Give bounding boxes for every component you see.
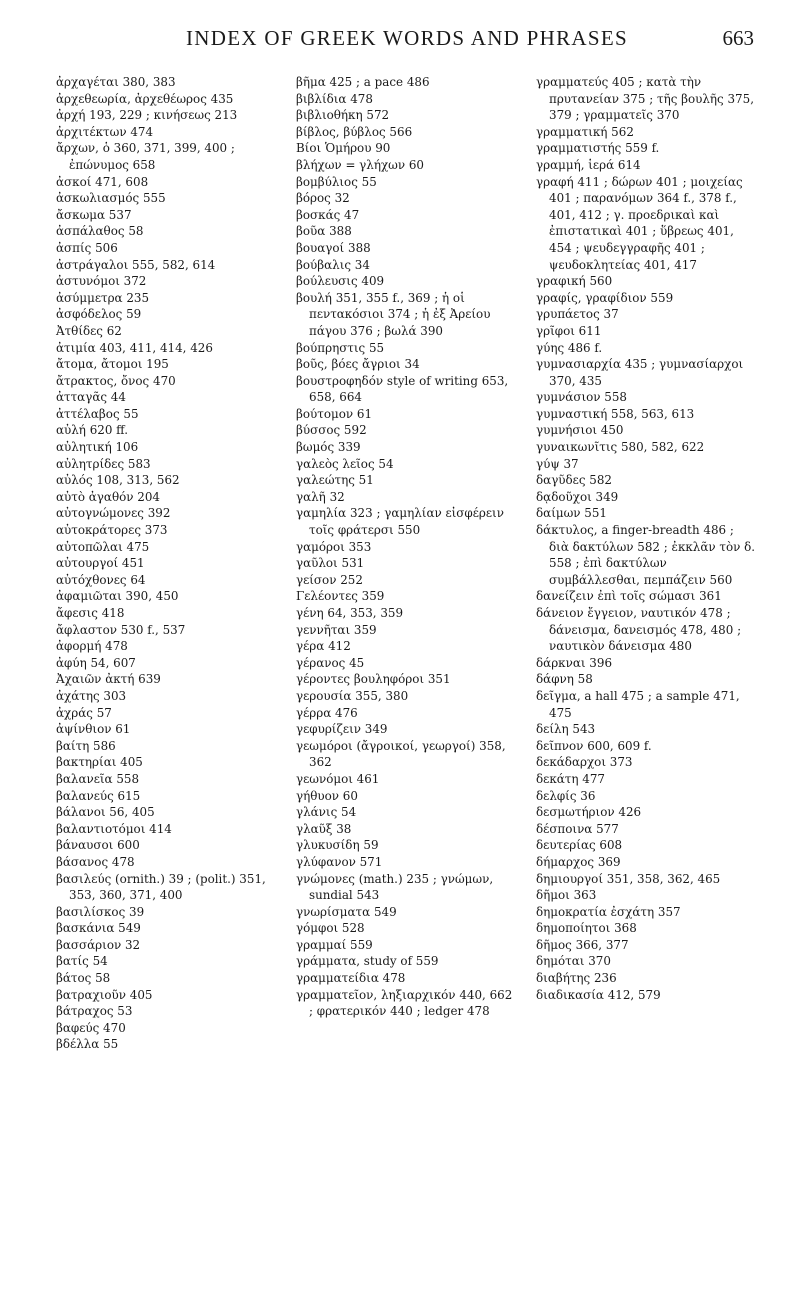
index-entry: ἀφαμιῶται 390, 450 (56, 589, 179, 604)
index-entry: ἀσπάλαθος 58 (56, 224, 144, 239)
index-entry: δανείζειν ἐπὶ τοῖς σώμασι 361 (536, 589, 722, 604)
page-header (60, 26, 754, 56)
index-entry: γραμμαί 559 (296, 937, 373, 952)
index-entry: διαδικασία 412, 579 (536, 987, 661, 1002)
index-entry: αὐτοκράτορες 373 (56, 523, 168, 538)
index-entry: βδέλλα 55 (56, 1037, 119, 1052)
index-entry: βούπρηστις 55 (296, 340, 385, 355)
index-entry: βαλαντιοτόμοι 414 (56, 821, 172, 836)
index-entry: ἄρχων, ὁ 360, 371, 399, 400 ; ἐπώνυμος 658 (56, 141, 235, 172)
index-entry: βόρος 32 (296, 191, 350, 206)
index-column-left (56, 74, 276, 1053)
index-entry: δάρκναι 396 (536, 655, 613, 670)
index-entry: γραμματεῖον, ληξιαρχικόν 440, 662 ; φρατερικόν 440 ; ledger 478 (296, 987, 513, 1019)
index-entry: ἀττέλαβος 55 (56, 406, 139, 421)
index-entry: βιβλιοθήκη 572 (296, 108, 390, 123)
index-entry: Ἀχαιῶν ἀκτή 639 (56, 672, 161, 687)
index-entry: βάτος 58 (56, 971, 111, 986)
index-entry: γένη 64, 353, 359 (296, 606, 404, 620)
index-entry: γλυκυσίδη 59 (296, 838, 379, 853)
index-entry: γνώμονες (math.) 235 ; γνώμων, sundial 543 (296, 871, 494, 903)
index-entry: γήθυον 60 (296, 788, 358, 803)
index-entry: ἄτομα, ἄτομοι 195 (56, 357, 169, 372)
index-entry: γνωρίσματα 549 (296, 904, 397, 919)
index-column-right (536, 74, 756, 1053)
index-entry: γραμματεύς 405 ; κατὰ τὴν πρυτανείαν 375 ; τῆς βουλῆς 375, 379 ; γραμματεῖς 370 (536, 75, 754, 123)
index-entry: ἄσκωμα 537 (56, 207, 132, 222)
index-entry: δάκτυλος, a finger-breadth 486 ; διὰ δακτύλων 582 ; ἐκκλᾶν τὸν δ. 558 ; ἐπὶ δακτύλων συμβάλλεσθαι, πεμπάζειν 560 (536, 523, 756, 587)
index-entry: ἀστυνόμοι 372 (56, 274, 147, 289)
index-entry: ἀσφόδελος 59 (56, 307, 142, 322)
index-entry: δαίμων 551 (536, 506, 607, 521)
index-entry: γραφική 560 (536, 274, 613, 289)
index-entry: δεκάδαρχοι 373 (536, 755, 633, 770)
index-entry: γύψ 37 (536, 456, 579, 471)
index-entry: βουστροφηδόν style of writing 653, 658, 664 (296, 373, 509, 405)
index-entry: βοῦα 388 (296, 224, 352, 239)
index-entry: βασκάνια 549 (56, 921, 141, 936)
index-entry: γαμηλία 323 ; γαμηλίαν εἰσφέρειν τοῖς φράτερσι 550 (296, 506, 504, 538)
index-entry: γόμφοι 528 (296, 921, 365, 936)
index-entry: δευτερίας 608 (536, 838, 623, 853)
index-entry: γύης 486 f. (536, 340, 603, 355)
index-entry: βαλανεῖα 558 (56, 771, 140, 786)
index-entry: αὐτουργοί 451 (56, 556, 145, 571)
index-entry: γυναικωνῖτις 580, 582, 622 (536, 440, 705, 455)
index-entry: γαλῆ 32 (296, 489, 345, 504)
index-entry: βάσανος 478 (56, 854, 135, 869)
index-entry: βακτηρίαι 405 (56, 755, 143, 770)
index-entry: βλήχων = γλήχων 60 (296, 157, 424, 172)
index-entry: δῆμος 366, 377 (536, 937, 629, 952)
index-entry: ἀρχεθεωρία, ἀρχεθέωρος 435 (56, 91, 234, 106)
index-entry: βουλή 351, 355 f., 369 ; ἡ οἱ πεντακόσιοι 374 ; ἡ ἐξ Ἀρείου πάγου 376 ; βωλά 390 (296, 290, 491, 338)
index-entry: γλύφανον 571 (296, 854, 383, 869)
index-entry: αὐτογνώμονες 392 (56, 506, 171, 521)
index-entry: γραμμή, ἱερά 614 (536, 157, 641, 172)
index-entry: δάνειον ἔγγειον, ναυτικόν 478 ; δάνεισμα, δανεισμός 478, 480 ; ναυτικὸν δάνεισμα 480 (536, 606, 742, 654)
index-entry: ἄτρακτος, ὄνος 470 (56, 373, 176, 388)
index-entry: γεννῆται 359 (296, 622, 377, 637)
index-entry: ἀρχιτέκτων 474 (56, 124, 154, 139)
index-entry: βασσάριον 32 (56, 937, 141, 952)
index-entry: βύσσος 592 (296, 423, 367, 438)
index-entry: γραμματείδια 478 (296, 971, 406, 986)
index-entry: ἀχράς 57 (56, 705, 112, 720)
index-entry: αὐλή 620 ff. (56, 423, 128, 438)
index-entry: γερουσία 355, 380 (296, 688, 409, 703)
index-entry: ἄφλαστον 530 f., 537 (56, 622, 186, 637)
index-entry: δεκάτη 477 (536, 771, 605, 786)
index-entry: γρῖφοι 611 (536, 323, 602, 338)
index-entry: βοῦς, βόες ἄγριοι 34 (296, 357, 420, 372)
index-entry: βίβλος, βύβλος 566 (296, 124, 413, 139)
index-entry: βούβαλις 34 (296, 257, 370, 272)
index-entry: βασιλεύς (ornith.) 39 ; (polit.) 351, 353, 360, 371, 400 (56, 871, 266, 903)
index-entry: γλάνις 54 (296, 805, 357, 820)
index-entry: αὐτοπῶλαι 475 (56, 539, 150, 554)
index-entry: γαλεὸς λεῖος 54 (296, 456, 394, 471)
index-entry: αὐτὸ ἀγαθόν 204 (56, 489, 160, 504)
index-entry: βῆμα 425 ; a pace 486 (296, 75, 430, 89)
index-entry: ἀψίνθιον 61 (56, 722, 131, 737)
index-entry: γέρα 412 (296, 639, 351, 654)
index-entry: δήμαρχος 369 (536, 854, 621, 869)
index-entry: βομβύλιος 55 (296, 174, 377, 189)
index-entry: διαβήτης 236 (536, 971, 617, 986)
index-entry: Γελέοντες 359 (296, 589, 385, 604)
index-entry: γαῦλοι 531 (296, 556, 365, 571)
running-title: INDEX OF GREEK WORDS AND PHRASES (185, 26, 628, 50)
index-entry: γλαῦξ 38 (296, 821, 352, 836)
index-entry: αὐλητρίδες 583 (56, 456, 151, 471)
index-entry: Ἀτθίδες 62 (56, 323, 122, 338)
index-entry: βουαγοί 388 (296, 240, 371, 255)
index-entry: δημοκρατία ἐσχάτη 357 (536, 904, 681, 919)
index-entry: δεσμωτήριον 426 (536, 805, 642, 820)
index-entry: αὐτόχθονες 64 (56, 572, 146, 587)
index-entry: βοσκάς 47 (296, 207, 360, 222)
index-entry: δημόται 370 (536, 954, 611, 969)
index-entry: γυμναστική 558, 563, 613 (536, 406, 695, 421)
index-entry: ἀσπίς 506 (56, 240, 118, 255)
index-entry: δεῖγμα, a hall 475 ; a sample 471, 475 (536, 688, 740, 720)
index-entry: δείλη 543 (536, 722, 596, 737)
index-entry: δαγῦδες 582 (536, 473, 612, 488)
index-entry: ἀρχή 193, 229 ; κινήσεως 213 (56, 108, 238, 123)
index-entry: ἀτιμία 403, 411, 414, 426 (56, 340, 213, 355)
index-entry: γυμνάσιον 558 (536, 390, 627, 405)
index-entry: γεωμόροι (ἄγροικοί, γεωργοί) 358, 362 (296, 738, 506, 770)
index-entry: γράμματα, study of 559 (296, 954, 439, 969)
index-entry: βαίτη 586 (56, 738, 116, 753)
index-entry: βιβλίδια 478 (296, 91, 373, 106)
index-entry: ἀσκωλιασμός 555 (56, 191, 166, 206)
index-entry: ἀστράγαλοι 555, 582, 614 (56, 257, 216, 272)
index-entry: ἀφορμή 478 (56, 639, 128, 654)
index-entry: ἀφύη 54, 607 (56, 655, 136, 670)
index-entry: γαμόροι 353 (296, 539, 372, 554)
index-entry: γείσον 252 (296, 572, 363, 587)
index-entry: δέσποινα 577 (536, 821, 619, 836)
index-entry: γέρανος 45 (296, 655, 365, 670)
index-entry: βούτομον 61 (296, 406, 373, 421)
index-entry: ἀσύμμετρα 235 (56, 290, 150, 305)
index-columns (56, 74, 756, 1053)
index-entry: ἀρχαγέται 380, 383 (56, 75, 176, 89)
index-entry: Βίοι Ὁμήρου 90 (296, 141, 391, 156)
index-entry: γυμνασιαρχία 435 ; γυμνασίαρχοι 370, 435 (536, 357, 744, 388)
index-entry: αὐλητική 106 (56, 440, 139, 455)
index-entry: βασιλίσκος 39 (56, 904, 145, 919)
index-entry: βάναυσοι 600 (56, 838, 140, 853)
page-number: 663 (722, 26, 754, 50)
index-entry: βούλευσις 409 (296, 274, 385, 289)
index-entry: βάλανοι 56, 405 (56, 805, 155, 820)
index-entry: βαφεύς 470 (56, 1020, 126, 1035)
index-entry: γεφυρίζειν 349 (296, 722, 388, 737)
index-entry: γέρρα 476 (296, 705, 358, 720)
index-entry: ἀχάτης 303 (56, 688, 127, 703)
index-entry: δελφίς 36 (536, 788, 596, 803)
index-entry: γρυπάετος 37 (536, 307, 619, 322)
index-entry: γέροντες βουληφόροι 351 (296, 672, 451, 687)
index-entry: γυμνήσιοι 450 (536, 423, 624, 438)
index-entry: βατίς 54 (56, 954, 108, 969)
index-entry: δάφνη 58 (536, 672, 593, 687)
index-entry: ἀσκοί 471, 608 (56, 174, 149, 189)
index-entry: γραφή 411 ; δώρων 401 ; μοιχείας 401 ; παρανόμων 364 f., 378 f., 401, 412 ; γ. προεδρικαὶ καὶ ἐπιστατικαὶ 401 ; ὕβρεως 401, 454 ; ψευδεγγραφῆς 401 ; ψευδοκλητείας 401, 417 (536, 174, 743, 272)
index-entry: γραφίς, γραφίδιον 559 (536, 290, 674, 305)
index-entry: βωμός 339 (296, 440, 361, 455)
index-column-middle (296, 74, 516, 1053)
index-entry: βάτραχος 53 (56, 1004, 133, 1019)
index-entry: δεῖπνον 600, 609 f. (536, 738, 652, 753)
index-entry: δημιουργοί 351, 358, 362, 465 (536, 871, 721, 886)
index-entry: ἀτταγᾶς 44 (56, 390, 126, 405)
index-entry: δῆμοι 363 (536, 888, 597, 903)
index-entry: δᾳδοῦχοι 349 (536, 489, 619, 504)
index-entry: γραμματιστής 559 f. (536, 141, 660, 156)
index-entry: βαλανεύς 615 (56, 788, 141, 803)
index-entry: ἄφεσις 418 (56, 606, 125, 620)
index-entry: δημοποίητοι 368 (536, 921, 637, 936)
index-entry: γραμματική 562 (536, 124, 634, 139)
index-entry: γεωνόμοι 461 (296, 771, 380, 786)
index-entry: βατραχιοῦν 405 (56, 987, 153, 1002)
index-entry: αὐλός 108, 313, 562 (56, 473, 180, 488)
index-entry: γαλεώτης 51 (296, 473, 374, 488)
